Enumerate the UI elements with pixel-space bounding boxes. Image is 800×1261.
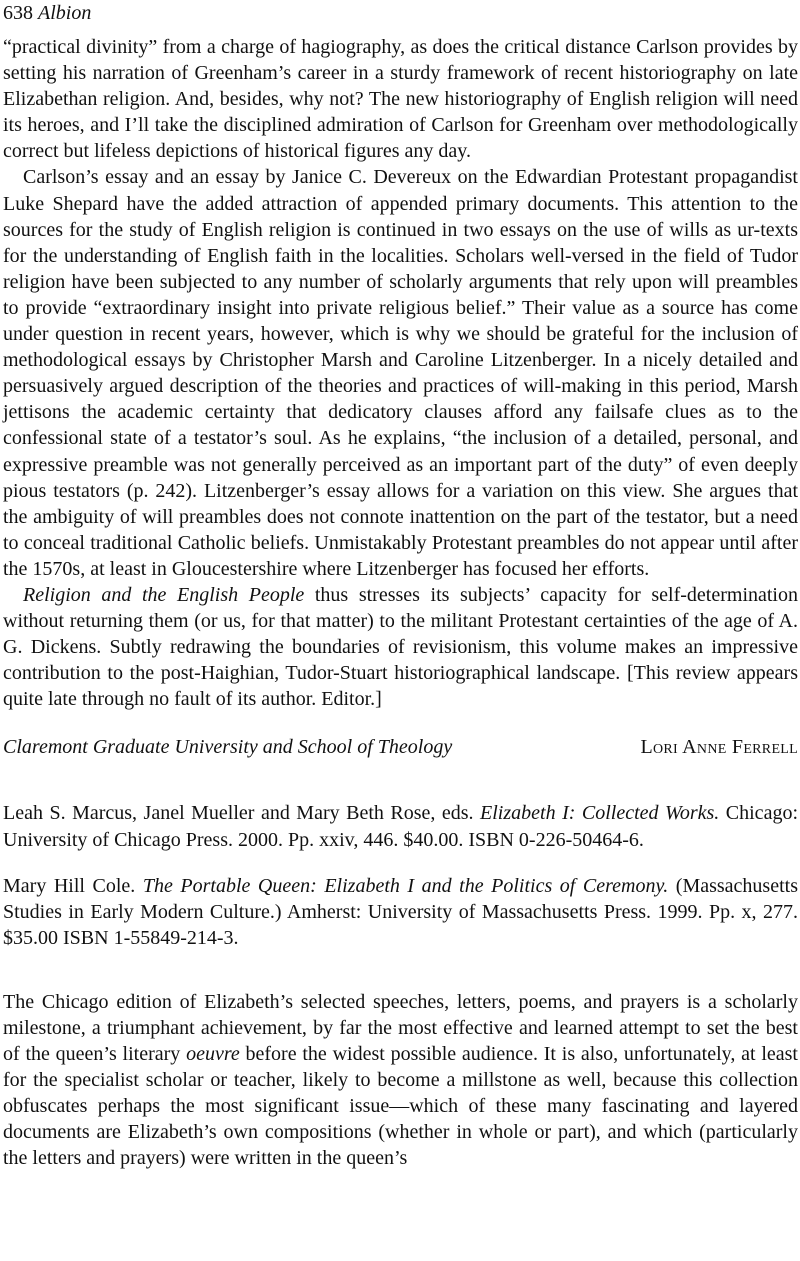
page-number: 638 [3,2,33,24]
review2-oeuvre: oeuvre [186,1043,240,1066]
review1-paragraph-3 [3,582,798,712]
review1-paragraph-1: “practical divinity” from a charge of hagiography, as does the critical distance Carlson provides by setting his narration of Greenham’s career in a sturdy framework of recent historiography on late Elizabethan religion. And, besides, why not? The new historiography of English religion will need its heroes, and I’ll take the disciplined admiration of Carlson for Greenham over methodologically correct but lifeless depictions of historical figures any day. [3,36,798,163]
book-1-title: Elizabeth I: Collected Works. [480,802,720,825]
review1-paragraph-3-text: thus stresses its subjects’ capacity for self-determination without returning them (or us, for that matter) to the militant Protestant certainties of the age of A. G. Dickens. Subtly redrawing the boundaries of revisionism, this volume makes an impressive contribution to the post-Haighian, Tudor-Stuart historiographical landscape. [This review appears quite late through no fault of its author. Editor.] [3,583,798,711]
book-2-authors: Mary Hill Cole. [3,874,143,897]
reviewer-name: Lori Anne Ferrell [640,736,798,759]
review2-paragraph-1 [3,989,798,1172]
book-2-details: (Massachusetts Studies in Early Modern Culture.) Amherst: University of Massachusetts Press. 1999. Pp. x, 277. $35.00 ISBN 1-55849-214-3. [3,874,798,949]
review2-text-a: The Chicago edition of Elizabeth’s selected speeches, letters, poems, and prayers is a scholarly milestone, a triumphant achievement, by far the most effective and learned attempt to set the best of the queen’s literary [3,990,798,1066]
journal-title: Albion [38,2,92,24]
book-citation-1 [3,800,798,852]
review1-signature [3,734,798,760]
running-head [3,0,798,34]
book-2-title: The Portable Queen: Elizabeth I and the Politics of Ceremony. [142,874,669,897]
book-1-details: Chicago: University of Chicago Press. 2000. Pp. xxiv, 446. $40.00. ISBN 0-226-50464-6. [3,802,798,851]
reviewer-affiliation: Claremont Graduate University and School of Theology [3,736,453,759]
book-citation-2 [3,873,798,951]
review1-book-title: Religion and the English People [23,583,305,606]
book-1-authors: Leah S. Marcus, Janel Mueller and Mary Beth Rose, eds. [3,802,481,825]
page [3,0,798,1172]
review1-paragraph-2: Carlson’s essay and an essay by Janice C. Devereux on the Edwardian Protestant propagandist Luke Shepard have the added attraction of appended primary documents. This attention to the sources for the study of English religion is continued in two essays on the use of wills as ur-texts for the understanding of English faith in the localities. Scholars well-versed in the field of Tudor religion have been subjected to any number of scholarly arguments that rely upon will preambles to provide “extraordinary insight into private religious belief.” Their value as a source has come under question in recent years, however, which is why we should be grateful for the inclusion of methodological essays by Christopher Marsh and Caroline Litzenberger. In a nicely detailed and persuasively argued description of the theories and practices of will-making in this period, Marsh jettisons the academic certainty that dedicatory clauses afford any failsafe clues as to the confessional state of a testator’s soul. As he explains, “the inclusion of a detailed, personal, and expressive preamble was not generally perceived as an important part of the duty” of even deeply pious testators (p. 242). Litzenberger’s essay allows for a variation on this view. She argues that the ambiguity of will preambles does not connote inattention on the part of the testator, but a need to conceal traditional Catholic beliefs. Unmistakably Protestant preambles do not appear until after the 1570s, at least in Gloucestershire where Litzenberger has focused her efforts. [3,166,798,580]
review2-text-b: before the widest possible audience. It is also, unfortunately, at least for the specialist scholar or teacher, likely to become a millstone as well, because this collection obfuscates perhaps the most significant issue—which of these many fascinating and layered documents are Elizabeth’s own compositions (whether in whole or part), and which (particularly the letters and prayers) were written in the queen’s [3,1043,798,1170]
